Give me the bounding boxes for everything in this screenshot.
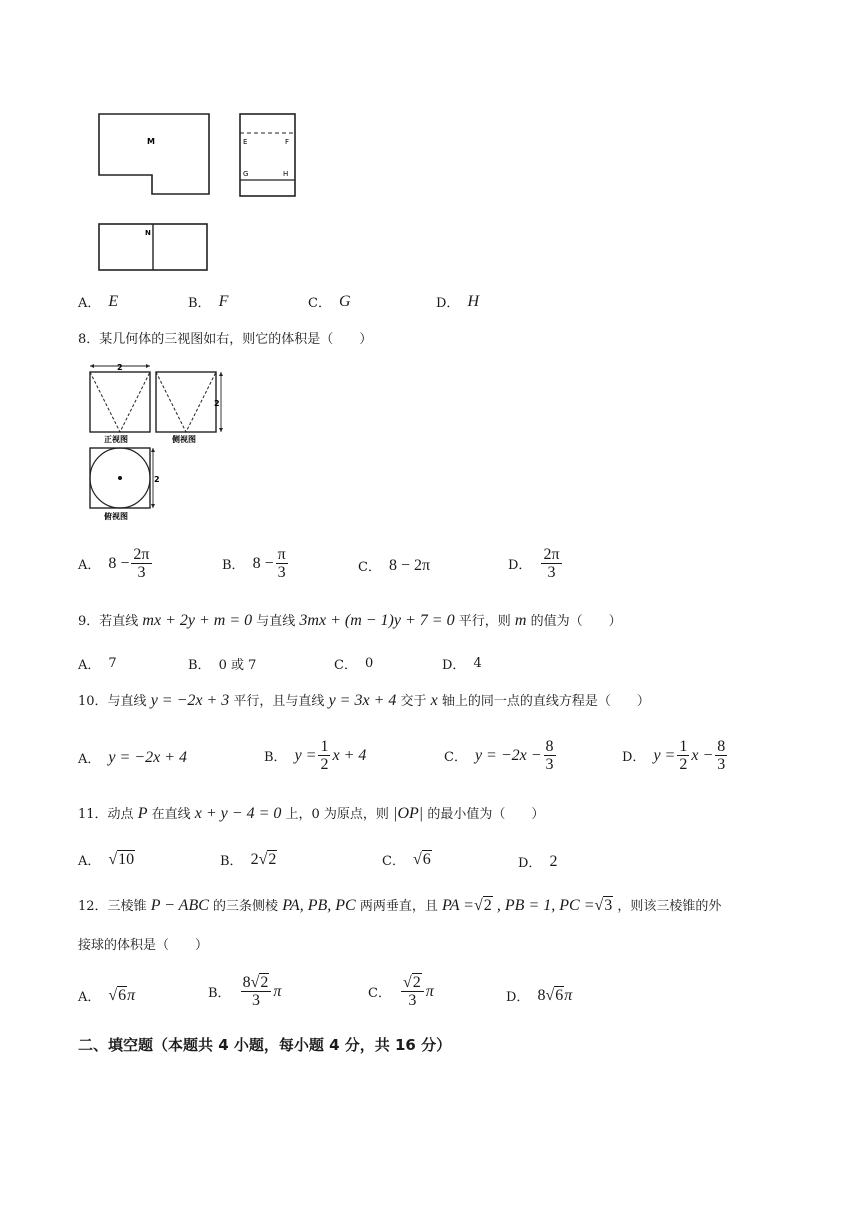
q10-option-d[interactable]: D． y = $\frac{1}{2}$ x − $\frac{8}{3}$	[622, 738, 726, 773]
q9-option-b[interactable]: B． 0 或 7	[188, 658, 257, 673]
q8-option-c[interactable]: C． 8 − 2π	[358, 556, 431, 575]
q7-three-view-figure	[90, 108, 310, 278]
q12-option-a[interactable]: A． √ 6 π	[78, 986, 136, 1005]
top-view-caption: 俯视图	[104, 512, 128, 521]
q7-option-d[interactable]: D． H	[436, 292, 479, 311]
q11-option-b[interactable]: B． 2 √ 2	[220, 850, 277, 869]
q7-option-a[interactable]: A． E	[78, 292, 119, 311]
q7-option-b[interactable]: B． F	[188, 292, 229, 311]
label-e: E	[243, 138, 248, 146]
section2-heading: 二、填空题（本题共 4 小题，每小题 4 分，共 16 分）	[78, 1036, 452, 1054]
q12-stem-line1: 12．三棱锥 P − ABC 的三条侧棱 PA, PB, PC 两两垂直，且 PA =√2 , PB = 1, PC =√3 ，则该三棱锥的外	[78, 897, 722, 914]
dim-label-side: 2	[214, 399, 220, 408]
q8-three-view-figure	[82, 362, 232, 524]
q12-option-d[interactable]: D． 8 √ 6 π	[506, 986, 573, 1005]
q12-option-c[interactable]: C． $\frac{√2}{3}$ π	[368, 974, 434, 1009]
q10-option-b[interactable]: B． y = $\frac{1}{2}$ x + 4	[264, 738, 367, 773]
dim-label-top-view: 2	[154, 475, 160, 484]
label-h: H	[283, 170, 289, 178]
q9-option-c[interactable]: C． 0	[334, 656, 374, 673]
label-g: G	[243, 170, 249, 178]
q11-option-d[interactable]: D． 2	[518, 852, 558, 871]
q7-option-c[interactable]: C． G	[308, 292, 351, 311]
label-n: N	[145, 229, 151, 237]
q8-option-b[interactable]: B． 8 − $\frac{\pi}{3}$	[222, 546, 286, 581]
side-view-caption: 侧视图	[172, 435, 196, 444]
q10-stem: 10．与直线 y = −2x + 3 平行，且与直线 y = 3x + 4 交于 x 轴上的同一点的直线方程是（ ）	[78, 692, 650, 709]
label-f: F	[285, 138, 290, 146]
front-view-caption: 正视图	[104, 435, 128, 444]
q12-option-b[interactable]: B． $\frac{8√2}{3}$ π	[208, 974, 282, 1009]
q8-option-a[interactable]: A． 8 − $\frac{2\pi}{3}$	[78, 546, 150, 581]
q11-stem: 11．动点 P 在直线 x + y − 4 = 0 上，0 为原点，则 |OP| 的最小值为（ ）	[78, 805, 545, 822]
q9-option-a[interactable]: A． 7	[78, 656, 117, 673]
q8-stem: 8．某几何体的三视图如右，则它的体积是（ ）	[78, 332, 373, 347]
q10-option-a[interactable]: A． y = −2x + 4	[78, 748, 187, 767]
q9-option-d[interactable]: D． 4	[442, 656, 482, 673]
q10-option-c[interactable]: C． y = −2x − $\frac{8}{3}$	[444, 738, 554, 773]
q12-stem-line2: 接球的体积是（ ）	[78, 938, 209, 953]
q11-option-c[interactable]: C． √ 6	[382, 850, 431, 869]
q8-option-d[interactable]: D． $\frac{2\pi}{3}$	[508, 546, 560, 581]
q11-option-a[interactable]: A． √ 10	[78, 850, 135, 869]
dim-label-top: 2	[117, 363, 123, 372]
q9-stem: 9．若直线 mx + 2y + m = 0 与直线 3mx + (m − 1)y + 7 = 0 平行，则 m 的值为（ ）	[78, 612, 622, 629]
label-m: M	[147, 137, 155, 146]
